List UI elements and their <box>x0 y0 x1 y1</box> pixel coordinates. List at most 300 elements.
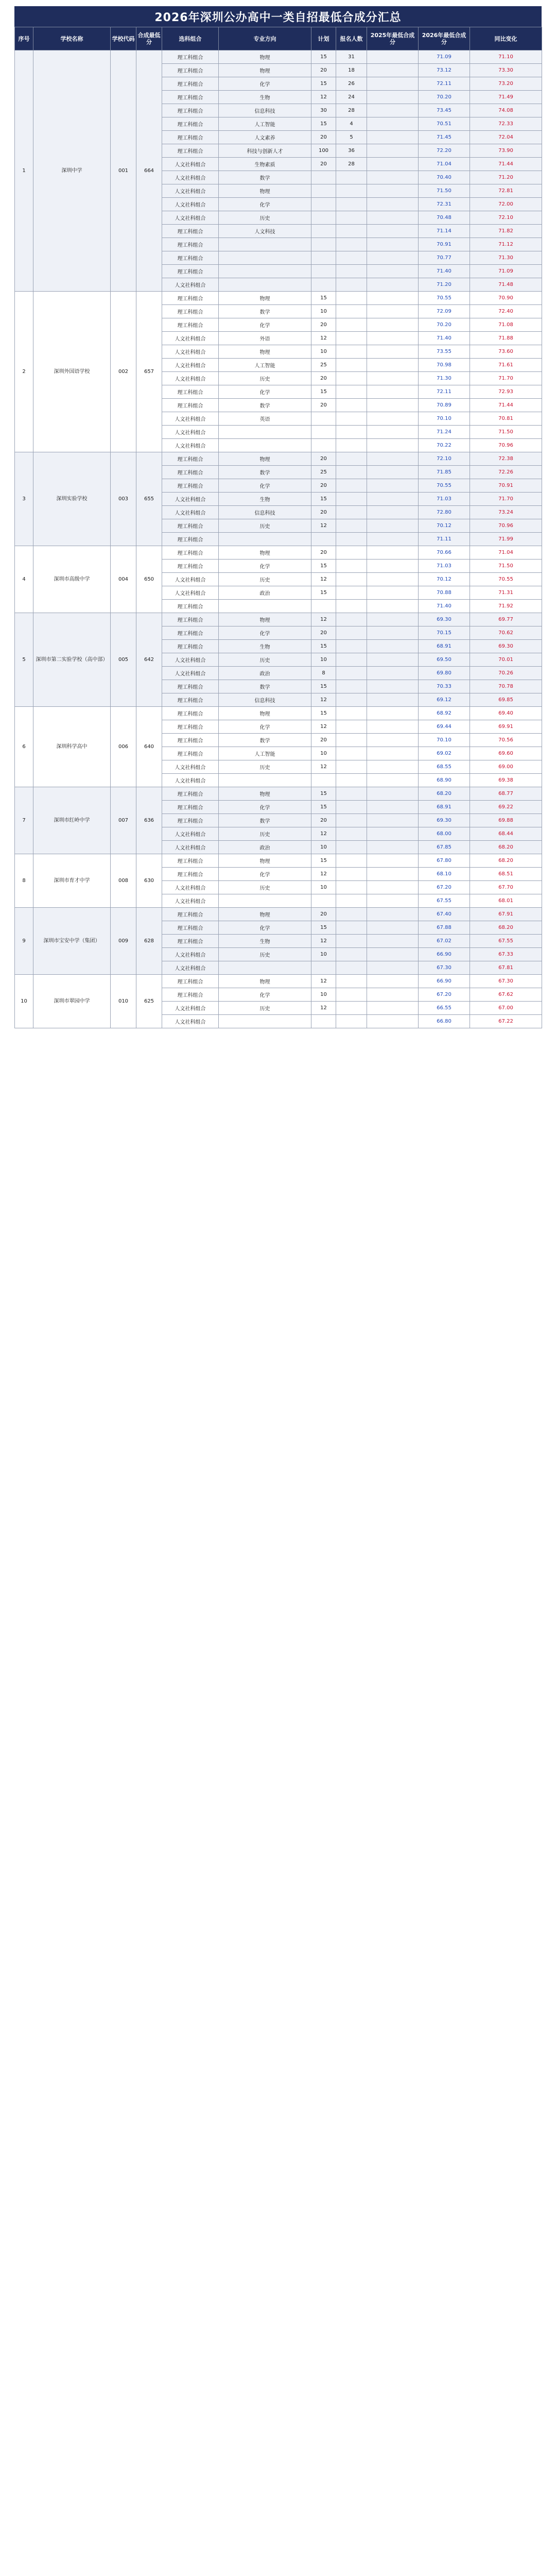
subject-combo-cell: 人文社科组合 <box>162 827 219 841</box>
change-cell: 71.44 <box>470 158 542 171</box>
school-name-cell: 深圳科学高中 <box>33 707 111 787</box>
applicants-cell: 4 <box>336 117 367 131</box>
change-cell: 68.01 <box>470 894 542 908</box>
applicants-cell <box>336 385 367 399</box>
subject-combo-cell: 理工科组合 <box>162 546 219 560</box>
subject-combo-cell: 人文社科组合 <box>162 211 219 225</box>
change-cell: 72.81 <box>470 184 542 198</box>
major-cell <box>219 265 311 278</box>
change-cell: 67.55 <box>470 935 542 948</box>
score-2025-cell <box>367 921 419 935</box>
major-cell: 化学 <box>219 479 311 493</box>
column-header: 同比变化 <box>470 27 542 50</box>
subject-combo-cell: 理工科组合 <box>162 975 219 988</box>
change-cell: 71.61 <box>470 359 542 372</box>
major-cell: 历史 <box>219 1002 311 1015</box>
score-2025-cell <box>367 519 419 533</box>
score-2026-cell: 70.12 <box>419 573 470 586</box>
major-cell: 历史 <box>219 372 311 385</box>
table-row <box>15 546 542 560</box>
score-2026-cell: 67.20 <box>419 988 470 1002</box>
plan-cell: 15 <box>311 77 336 91</box>
subject-combo-cell: 理工科组合 <box>162 600 219 613</box>
subject-combo-cell: 人文社科组合 <box>162 439 219 452</box>
score-2025-cell <box>367 50 419 64</box>
plan-cell: 10 <box>311 841 336 854</box>
applicants-cell: 28 <box>336 158 367 171</box>
score-2025-cell <box>367 868 419 881</box>
applicants-cell <box>336 640 367 653</box>
plan-cell: 20 <box>311 734 336 747</box>
change-cell: 70.91 <box>470 479 542 493</box>
score-2026-cell: 68.55 <box>419 760 470 774</box>
plan-cell: 12 <box>311 332 336 345</box>
plan-cell: 20 <box>311 318 336 332</box>
column-header: 报名人数 <box>336 27 367 50</box>
change-cell: 70.90 <box>470 292 542 305</box>
change-cell: 71.70 <box>470 372 542 385</box>
applicants-cell <box>336 961 367 975</box>
plan-cell: 12 <box>311 573 336 586</box>
score-2026-cell: 68.91 <box>419 640 470 653</box>
change-cell: 67.30 <box>470 975 542 988</box>
subject-combo-cell: 理工科组合 <box>162 452 219 466</box>
score-2026-cell: 68.92 <box>419 707 470 720</box>
applicants-cell <box>336 399 367 412</box>
plan-cell: 12 <box>311 1002 336 1015</box>
score-2026-cell: 69.44 <box>419 720 470 734</box>
subject-combo-cell: 理工科组合 <box>162 466 219 479</box>
score-2025-cell <box>367 854 419 868</box>
subject-combo-cell: 人文社科组合 <box>162 278 219 292</box>
score-2025-cell <box>367 318 419 332</box>
subject-combo-cell: 理工科组合 <box>162 131 219 144</box>
applicants-cell <box>336 693 367 707</box>
major-cell: 化学 <box>219 198 311 211</box>
applicants-cell: 5 <box>336 131 367 144</box>
change-cell: 71.09 <box>470 265 542 278</box>
column-header: 选科组合 <box>162 27 219 50</box>
score-2025-cell <box>367 640 419 653</box>
score-2025-cell <box>367 680 419 693</box>
score-2026-cell: 70.48 <box>419 211 470 225</box>
change-cell: 67.33 <box>470 948 542 961</box>
plan-cell: 15 <box>311 801 336 814</box>
score-2026-cell: 70.55 <box>419 479 470 493</box>
score-2025-cell <box>367 144 419 158</box>
score-2025-cell <box>367 707 419 720</box>
subject-combo-cell: 理工科组合 <box>162 265 219 278</box>
plan-cell: 12 <box>311 519 336 533</box>
major-cell <box>219 238 311 251</box>
score-2025-cell <box>367 988 419 1002</box>
table-header-row <box>15 27 542 50</box>
score-2026-cell: 72.31 <box>419 198 470 211</box>
subject-combo-cell: 理工科组合 <box>162 479 219 493</box>
score-2025-cell <box>367 573 419 586</box>
major-cell: 历史 <box>219 881 311 894</box>
change-cell: 67.70 <box>470 881 542 894</box>
score-2025-cell <box>367 774 419 787</box>
score-2025-cell <box>367 238 419 251</box>
score-2025-cell <box>367 560 419 573</box>
score-2025-cell <box>367 814 419 827</box>
plan-cell <box>311 533 336 546</box>
score-2025-cell <box>367 613 419 626</box>
score-2026-cell: 71.03 <box>419 493 470 506</box>
min-score-cell: 640 <box>136 707 162 787</box>
applicants-cell <box>336 854 367 868</box>
major-cell: 数学 <box>219 171 311 184</box>
score-2025-cell <box>367 1002 419 1015</box>
change-cell: 74.08 <box>470 104 542 117</box>
column-header: 合成最低分 <box>136 27 162 50</box>
score-2026-cell: 71.40 <box>419 265 470 278</box>
plan-cell <box>311 225 336 238</box>
table-row <box>15 975 542 988</box>
score-2026-cell: 67.88 <box>419 921 470 935</box>
table-row <box>15 613 542 626</box>
change-cell: 72.93 <box>470 385 542 399</box>
school-index-cell: 4 <box>15 546 33 613</box>
change-cell: 69.22 <box>470 801 542 814</box>
school-index-cell: 8 <box>15 854 33 908</box>
major-cell: 人文科技 <box>219 225 311 238</box>
score-2025-cell <box>367 91 419 104</box>
change-cell: 69.85 <box>470 693 542 707</box>
plan-cell: 20 <box>311 399 336 412</box>
subject-combo-cell: 人文社科组合 <box>162 961 219 975</box>
school-name-cell: 深圳中学 <box>33 50 111 292</box>
major-cell: 化学 <box>219 921 311 935</box>
score-2026-cell: 70.98 <box>419 359 470 372</box>
table-header <box>15 27 542 50</box>
change-cell: 68.51 <box>470 868 542 881</box>
score-2025-cell <box>367 426 419 439</box>
score-2025-cell <box>367 667 419 680</box>
score-2026-cell: 70.66 <box>419 546 470 560</box>
plan-cell: 15 <box>311 586 336 600</box>
major-cell: 物理 <box>219 613 311 626</box>
school-code-cell: 005 <box>111 613 136 707</box>
subject-combo-cell: 人文社科组合 <box>162 1002 219 1015</box>
major-cell: 历史 <box>219 827 311 841</box>
plan-cell: 15 <box>311 680 336 693</box>
score-2025-cell <box>367 77 419 91</box>
subject-combo-cell: 理工科组合 <box>162 720 219 734</box>
school-name-cell: 深圳市高级中学 <box>33 546 111 613</box>
change-cell: 67.91 <box>470 908 542 921</box>
change-cell: 71.92 <box>470 600 542 613</box>
change-cell: 71.70 <box>470 493 542 506</box>
plan-cell <box>311 278 336 292</box>
change-cell: 68.77 <box>470 787 542 801</box>
table-body <box>15 50 542 1028</box>
plan-cell: 8 <box>311 667 336 680</box>
score-2025-cell <box>367 372 419 385</box>
subject-combo-cell: 人文社科组合 <box>162 345 219 359</box>
score-2025-cell <box>367 466 419 479</box>
major-cell: 人工智能 <box>219 117 311 131</box>
major-cell <box>219 600 311 613</box>
school-code-cell: 001 <box>111 50 136 292</box>
school-index-cell: 3 <box>15 452 33 546</box>
major-cell: 人文素养 <box>219 131 311 144</box>
change-cell: 70.62 <box>470 626 542 640</box>
major-cell: 信息科技 <box>219 506 311 519</box>
subject-combo-cell: 理工科组合 <box>162 787 219 801</box>
plan-cell: 20 <box>311 626 336 640</box>
applicants-cell <box>336 774 367 787</box>
subject-combo-cell: 理工科组合 <box>162 560 219 573</box>
school-code-cell: 002 <box>111 292 136 452</box>
change-cell: 68.44 <box>470 827 542 841</box>
applicants-cell <box>336 653 367 667</box>
applicants-cell: 26 <box>336 77 367 91</box>
applicants-cell <box>336 707 367 720</box>
subject-combo-cell: 理工科组合 <box>162 626 219 640</box>
plan-cell: 20 <box>311 372 336 385</box>
score-2026-cell: 71.40 <box>419 332 470 345</box>
change-cell: 69.40 <box>470 707 542 720</box>
major-cell: 生物 <box>219 91 311 104</box>
change-cell: 72.00 <box>470 198 542 211</box>
score-2025-cell <box>367 493 419 506</box>
score-2026-cell: 72.11 <box>419 385 470 399</box>
change-cell: 69.91 <box>470 720 542 734</box>
score-2026-cell: 73.55 <box>419 345 470 359</box>
subject-combo-cell: 人文社科组合 <box>162 198 219 211</box>
subject-combo-cell: 人文社科组合 <box>162 653 219 667</box>
subject-combo-cell: 理工科组合 <box>162 707 219 720</box>
subject-combo-cell: 人文社科组合 <box>162 493 219 506</box>
subject-combo-cell: 理工科组合 <box>162 680 219 693</box>
plan-cell: 15 <box>311 640 336 653</box>
change-cell: 72.40 <box>470 305 542 318</box>
score-2026-cell: 70.51 <box>419 117 470 131</box>
score-2026-cell: 72.11 <box>419 77 470 91</box>
score-2025-cell <box>367 412 419 426</box>
score-2026-cell: 71.24 <box>419 426 470 439</box>
change-cell: 71.50 <box>470 560 542 573</box>
applicants-cell <box>336 680 367 693</box>
applicants-cell <box>336 586 367 600</box>
min-score-cell: 655 <box>136 452 162 546</box>
major-cell: 物理 <box>219 64 311 77</box>
plan-cell: 15 <box>311 385 336 399</box>
plan-cell <box>311 412 336 426</box>
subject-combo-cell: 人文社科组合 <box>162 372 219 385</box>
column-header: 学校代码 <box>111 27 136 50</box>
score-2026-cell: 71.50 <box>419 184 470 198</box>
score-2026-cell: 67.55 <box>419 894 470 908</box>
applicants-cell <box>336 318 367 332</box>
score-table-container <box>14 27 542 1028</box>
major-cell: 化学 <box>219 626 311 640</box>
score-2026-cell: 66.55 <box>419 1002 470 1015</box>
plan-cell <box>311 894 336 908</box>
score-2025-cell <box>367 760 419 774</box>
subject-combo-cell: 理工科组合 <box>162 104 219 117</box>
plan-cell: 15 <box>311 707 336 720</box>
school-code-cell: 003 <box>111 452 136 546</box>
score-2026-cell: 69.30 <box>419 814 470 827</box>
applicants-cell <box>336 975 367 988</box>
change-cell: 70.55 <box>470 573 542 586</box>
change-cell: 67.81 <box>470 961 542 975</box>
subject-combo-cell: 理工科组合 <box>162 64 219 77</box>
score-2025-cell <box>367 104 419 117</box>
change-cell: 70.56 <box>470 734 542 747</box>
score-2025-cell <box>367 720 419 734</box>
subject-combo-cell: 理工科组合 <box>162 238 219 251</box>
score-table <box>14 27 542 1028</box>
major-cell: 物理 <box>219 292 311 305</box>
school-code-cell: 010 <box>111 975 136 1028</box>
applicants-cell <box>336 171 367 184</box>
plan-cell: 10 <box>311 345 336 359</box>
major-cell: 外语 <box>219 332 311 345</box>
plan-cell: 12 <box>311 868 336 881</box>
score-2025-cell <box>367 546 419 560</box>
plan-cell <box>311 184 336 198</box>
score-2026-cell: 72.10 <box>419 452 470 466</box>
score-2026-cell: 66.80 <box>419 1015 470 1028</box>
major-cell: 生物 <box>219 493 311 506</box>
score-2026-cell: 70.40 <box>419 171 470 184</box>
school-code-cell: 009 <box>111 908 136 975</box>
applicants-cell <box>336 814 367 827</box>
score-2025-cell <box>367 131 419 144</box>
plan-cell: 12 <box>311 827 336 841</box>
school-index-cell: 7 <box>15 787 33 854</box>
subject-combo-cell: 理工科组合 <box>162 305 219 318</box>
major-cell: 数学 <box>219 466 311 479</box>
score-2026-cell: 70.10 <box>419 734 470 747</box>
change-cell: 70.26 <box>470 667 542 680</box>
plan-cell <box>311 774 336 787</box>
major-cell: 人工智能 <box>219 359 311 372</box>
subject-combo-cell: 理工科组合 <box>162 318 219 332</box>
subject-combo-cell: 人文社科组合 <box>162 171 219 184</box>
score-2026-cell: 71.45 <box>419 131 470 144</box>
applicants-cell <box>336 908 367 921</box>
applicants-cell <box>336 747 367 760</box>
table-row <box>15 854 542 868</box>
major-cell: 物理 <box>219 908 311 921</box>
major-cell: 生物 <box>219 935 311 948</box>
score-2026-cell: 68.10 <box>419 868 470 881</box>
score-2025-cell <box>367 506 419 519</box>
change-cell: 73.20 <box>470 77 542 91</box>
subject-combo-cell: 理工科组合 <box>162 77 219 91</box>
subject-combo-cell: 理工科组合 <box>162 801 219 814</box>
plan-cell: 30 <box>311 104 336 117</box>
change-cell: 71.31 <box>470 586 542 600</box>
score-2025-cell <box>367 265 419 278</box>
major-cell: 历史 <box>219 573 311 586</box>
subject-combo-cell: 理工科组合 <box>162 854 219 868</box>
plan-cell <box>311 211 336 225</box>
plan-cell <box>311 426 336 439</box>
change-cell: 72.33 <box>470 117 542 131</box>
subject-combo-cell: 理工科组合 <box>162 91 219 104</box>
subject-combo-cell: 理工科组合 <box>162 814 219 827</box>
applicants-cell <box>336 359 367 372</box>
score-2026-cell: 67.85 <box>419 841 470 854</box>
score-2025-cell <box>367 975 419 988</box>
plan-cell: 15 <box>311 493 336 506</box>
major-cell <box>219 774 311 787</box>
score-2025-cell <box>367 533 419 546</box>
score-2025-cell <box>367 292 419 305</box>
major-cell <box>219 961 311 975</box>
change-cell: 70.78 <box>470 680 542 693</box>
change-cell: 70.01 <box>470 653 542 667</box>
score-2025-cell <box>367 305 419 318</box>
subject-combo-cell: 理工科组合 <box>162 640 219 653</box>
major-cell: 化学 <box>219 318 311 332</box>
major-cell: 化学 <box>219 988 311 1002</box>
score-2025-cell <box>367 841 419 854</box>
subject-combo-cell: 理工科组合 <box>162 868 219 881</box>
applicants-cell <box>336 1015 367 1028</box>
applicants-cell <box>336 573 367 586</box>
change-cell: 67.00 <box>470 1002 542 1015</box>
score-2025-cell <box>367 251 419 265</box>
score-2025-cell <box>367 948 419 961</box>
major-cell: 物理 <box>219 707 311 720</box>
score-2026-cell: 71.40 <box>419 600 470 613</box>
score-2025-cell <box>367 881 419 894</box>
plan-cell: 10 <box>311 653 336 667</box>
score-2025-cell <box>367 935 419 948</box>
plan-cell <box>311 171 336 184</box>
applicants-cell <box>336 506 367 519</box>
change-cell: 67.22 <box>470 1015 542 1028</box>
subject-combo-cell: 理工科组合 <box>162 251 219 265</box>
score-2026-cell: 72.20 <box>419 144 470 158</box>
score-2026-cell: 69.12 <box>419 693 470 707</box>
score-2026-cell: 67.80 <box>419 854 470 868</box>
subject-combo-cell: 理工科组合 <box>162 399 219 412</box>
score-2026-cell: 70.12 <box>419 519 470 533</box>
score-2026-cell: 66.90 <box>419 948 470 961</box>
plan-cell: 12 <box>311 935 336 948</box>
plan-cell: 20 <box>311 64 336 77</box>
table-row <box>15 787 542 801</box>
major-cell: 历史 <box>219 760 311 774</box>
plan-cell: 15 <box>311 117 336 131</box>
change-cell: 69.30 <box>470 640 542 653</box>
score-2025-cell <box>367 894 419 908</box>
score-2026-cell: 71.20 <box>419 278 470 292</box>
major-cell: 历史 <box>219 211 311 225</box>
plan-cell: 10 <box>311 305 336 318</box>
score-2026-cell: 70.55 <box>419 292 470 305</box>
change-cell: 70.81 <box>470 412 542 426</box>
change-cell: 71.50 <box>470 426 542 439</box>
score-2026-cell: 71.85 <box>419 466 470 479</box>
score-2025-cell <box>367 827 419 841</box>
score-2025-cell <box>367 439 419 452</box>
score-2026-cell: 70.77 <box>419 251 470 265</box>
table-row <box>15 292 542 305</box>
score-2025-cell <box>367 184 419 198</box>
major-cell: 人工智能 <box>219 747 311 760</box>
plan-cell: 12 <box>311 613 336 626</box>
major-cell: 数学 <box>219 734 311 747</box>
